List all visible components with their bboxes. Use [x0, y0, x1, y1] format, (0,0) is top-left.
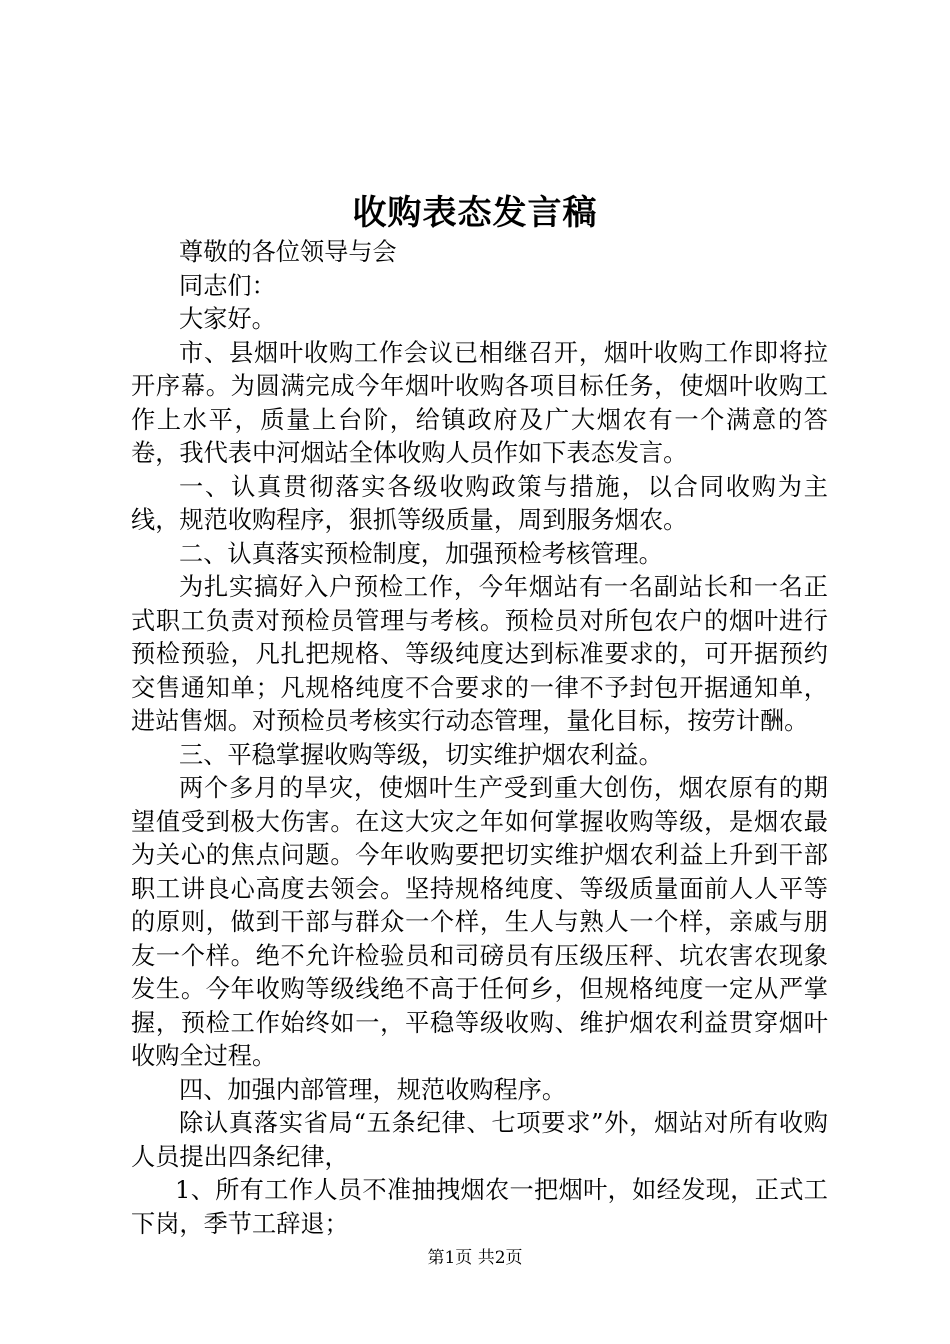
section-4-body: 除认真落实省局“五条纪律、七项要求”外，烟站对所有收购人员提出四条纪律，: [131, 1109, 828, 1171]
page-footer: 第1页 共2页: [427, 1248, 523, 1268]
greeting: 大家好。: [179, 305, 276, 333]
document-body: [131, 236, 828, 1241]
salutation-line-2: 同志们：: [179, 271, 276, 300]
section-1-heading: 一、认真贯彻落实各级收购政策与措施，以合同收购为主线，规范收购程序，狠抓等级质量，周到服务烟农。: [131, 472, 828, 534]
document-title: 收购表态发言稿: [352, 193, 598, 233]
rule-item-1: 1、所有工作人员不准抽拽烟农一把烟叶，如经发现，正式工下岗，季节工辞退；: [131, 1176, 828, 1238]
section-3-heading: 三、平稳掌握收购等级，切实维护烟农利益。: [179, 740, 663, 769]
paragraph-intro: 市、县烟叶收购工作会议已相继召开，烟叶收购工作即将拉开序幕。为圆满完成今年烟叶收购各项目标任务，使烟叶收购工作上水平，质量上台阶，给镇政府及广大烟农有一个满意的答卷，我代表中河烟站全体收购人员作如下表态发言。: [131, 338, 828, 467]
section-4-heading: 四、加强内部管理，规范收购程序。: [179, 1075, 567, 1104]
section-2-heading: 二、认真落实预检制度，加强预检考核管理。: [179, 539, 663, 568]
section-2-body: 为扎实搞好入户预检工作，今年烟站有一名副站长和一名正式职工负责对预检员管理与考核。预检员对所包农户的烟叶进行预检预验，凡扎把规格、等级纯度达到标准要求的，可开据预约交售通知单；凡规格纯度不合要求的一律不予封包开据通知单，进站售烟。对预检员考核实行动态管理，量化目标，按劳计酬。: [131, 573, 828, 735]
salutation-line-1: 尊敬的各位领导与会: [179, 238, 397, 266]
section-3-body: 两个多月的旱灾，使烟叶生产受到重大创伤，烟农原有的期望值受到极大伤害。在这大灾之年如何掌握收购等级，是烟农最为关心的焦点问题。今年收购要把切实维护烟农利益上升到干部职工讲良心高度去领会。坚持规格纯度、等级质量面前人人平等的原则，做到干部与群众一个样，生人与熟人一个样，亲戚与朋友一个样。绝不允许检验员和司磅员有压级压秤、坑农害农现象发生。今年收购等级线绝不高于任何乡，但规格纯度一定从严掌握，预检工作始终如一，平稳等级收购、维护烟农利益贯穿烟叶收购全过程。: [131, 774, 828, 1070]
